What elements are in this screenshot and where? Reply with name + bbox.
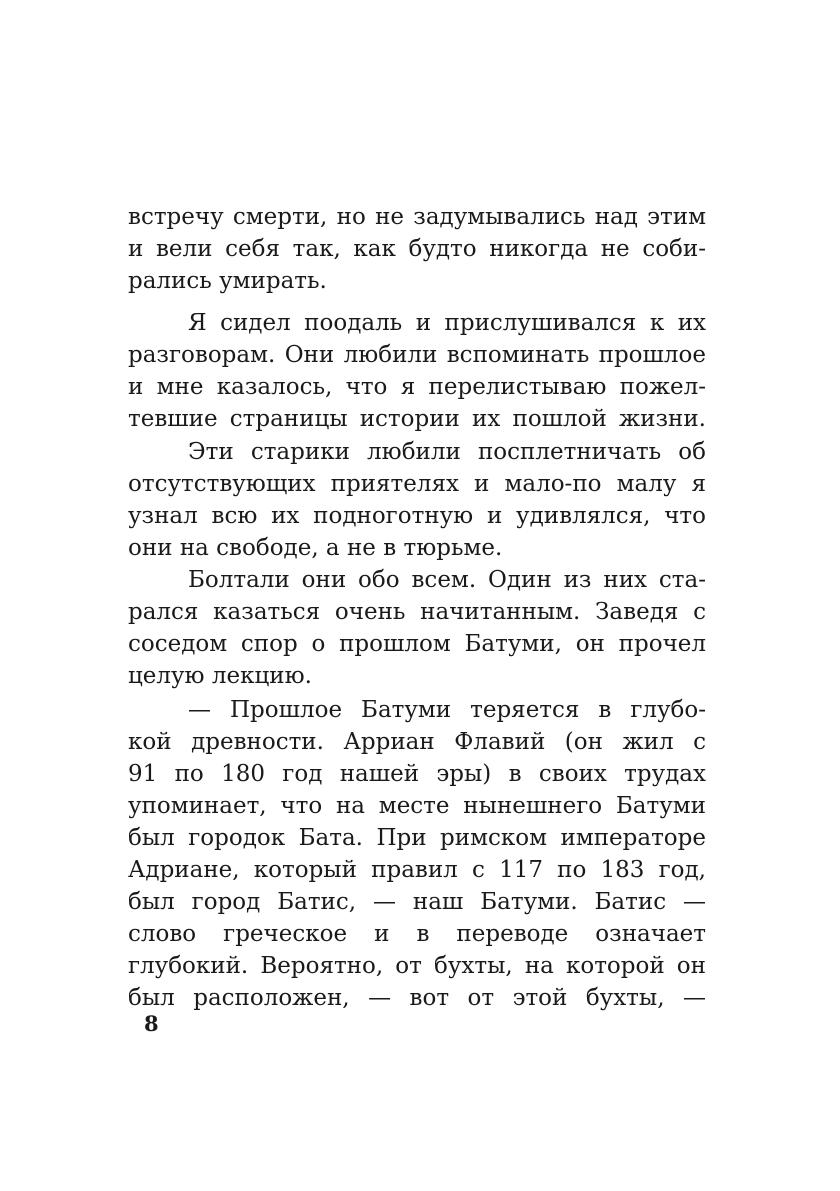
text-line: был городок Бата. При римском императоре bbox=[128, 825, 706, 851]
text-line: и мне казалось, что я перелистываю пожел- bbox=[128, 374, 706, 400]
text-line: тевшие страницы истории их пошлой жизни. bbox=[128, 406, 706, 432]
text-line: Адриане, который правил с 117 по 183 год, bbox=[128, 857, 706, 883]
text-line: был город Батис, — наш Батуми. Батис — bbox=[128, 889, 706, 915]
text-line: они на свободе, а не в тюрьме. bbox=[128, 535, 503, 561]
text-line: слово греческое и в переводе означает bbox=[128, 921, 706, 947]
text-line: отсутствующих приятелях и мало-по малу я bbox=[128, 471, 706, 497]
paragraph-start-line: Эти старики любили посплетничать об bbox=[188, 439, 706, 465]
text-line: разговорам. Они любили вспоминать прошлое bbox=[128, 342, 706, 368]
text-line: рался казаться очень начитанным. Заведя с bbox=[128, 599, 706, 625]
text-line: соседом спор о прошлом Батуми, он прочел bbox=[128, 631, 706, 657]
text-line: 91 по 180 год нашей эры) в своих трудах bbox=[128, 761, 706, 787]
paragraph-start-line: Болтали они обо всем. Один из них ста- bbox=[188, 567, 706, 593]
text-line: целую лекцию. bbox=[128, 663, 312, 689]
text-line: рались умирать. bbox=[128, 268, 327, 294]
text-line: был расположен, — вот от этой бухты, — bbox=[128, 985, 706, 1011]
text-line: упоминает, что на месте нынешнего Батуми bbox=[128, 793, 706, 819]
paragraph-start-line: Я сидел поодаль и прислушивался к их bbox=[188, 310, 706, 336]
text-line: встречу смерти, но не задумывались над этим bbox=[128, 204, 706, 230]
text-line: и вели себя так, как будто никогда не соби- bbox=[128, 236, 706, 262]
page-number: 8 bbox=[144, 1011, 159, 1036]
text-line: узнал всю их подноготную и удивлялся, что bbox=[128, 503, 706, 529]
text-line: глубокий. Вероятно, от бухты, на которой он bbox=[128, 953, 706, 979]
text-line: кой древности. Арриан Флавий (он жил с bbox=[128, 729, 706, 755]
paragraph-start-line: — Прошлое Батуми теряется в глубо- bbox=[188, 697, 706, 723]
